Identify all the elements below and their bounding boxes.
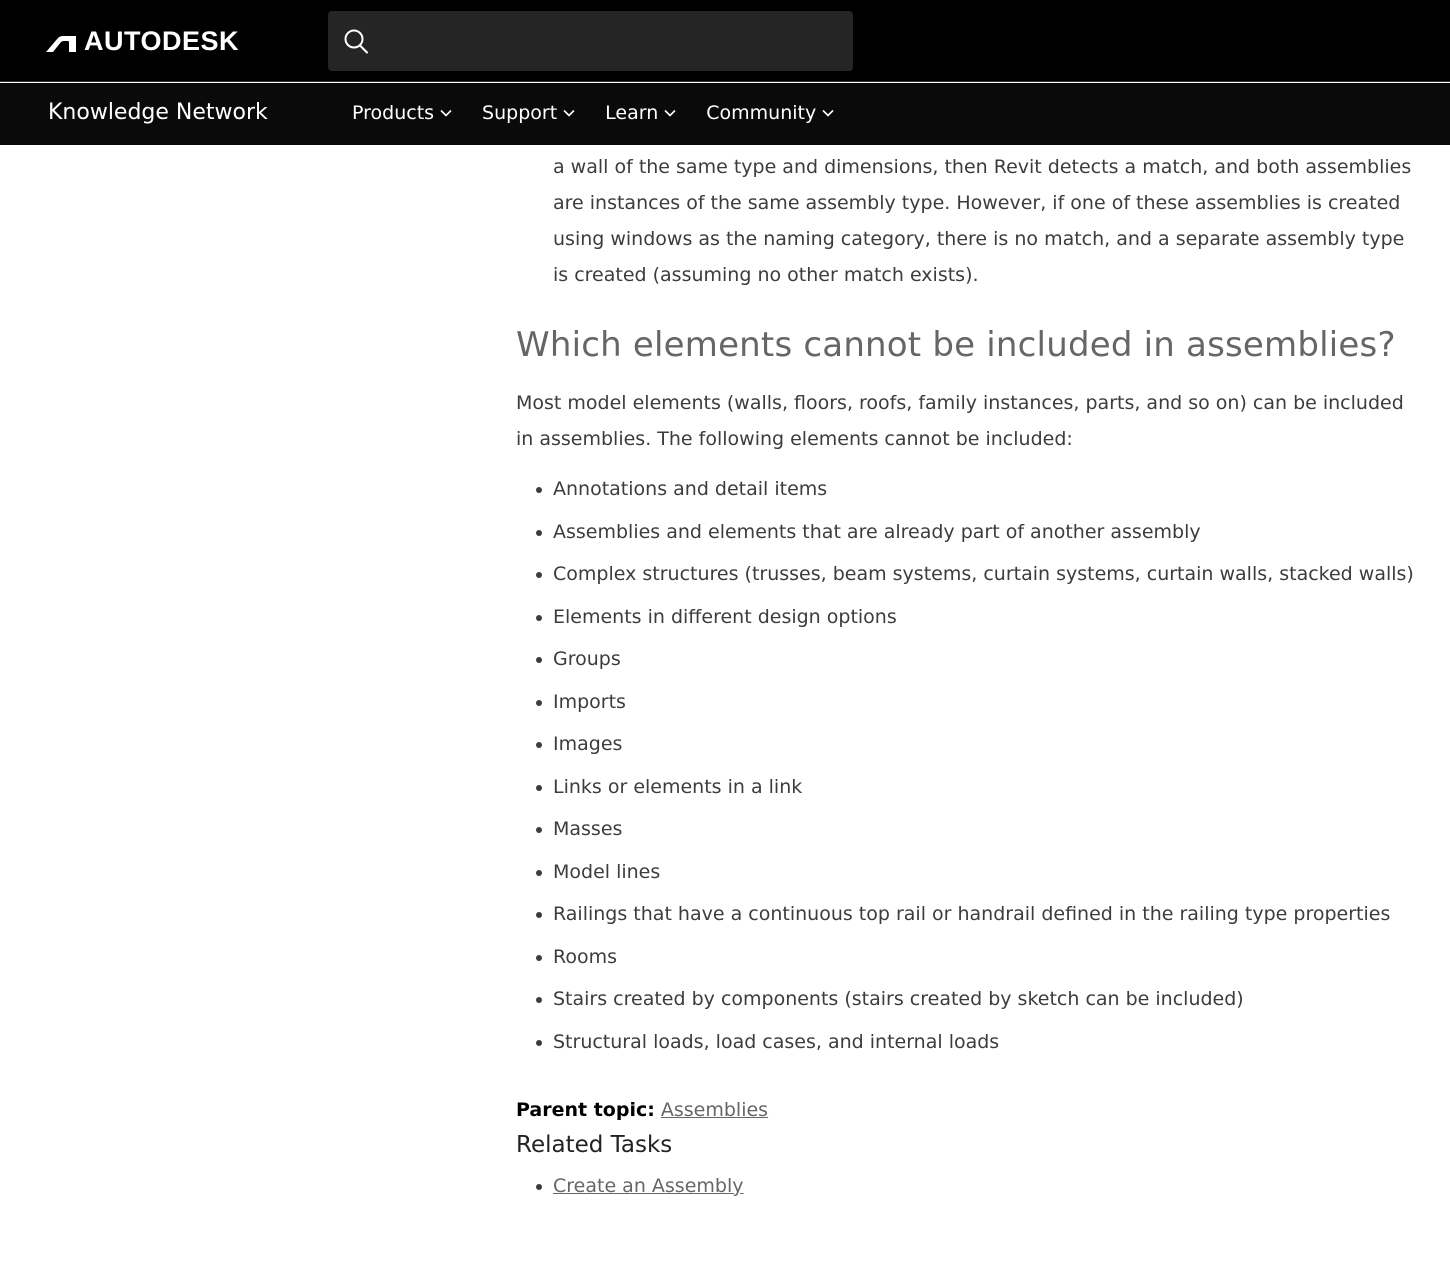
section-heading: Which elements cannot be included in assemblies? (516, 325, 1396, 365)
knowledge-network-link[interactable]: Knowledge Network (48, 100, 268, 125)
parent-topic (516, 1096, 1416, 1124)
list-item: Links or elements in a link (516, 773, 1416, 802)
list-item: Assemblies and elements that are already part of another assembly (516, 518, 1416, 547)
chevron-down-icon (563, 109, 575, 117)
list-item: Railings that have a continuous top rail or handrail defined in the railing type properties (516, 900, 1416, 929)
nav-label: Support (482, 102, 558, 124)
nav-label: Learn (605, 102, 659, 124)
article-content (516, 145, 1416, 1201)
search-box[interactable] (328, 11, 853, 71)
search-icon[interactable] (342, 27, 370, 55)
list-item: Rooms (516, 943, 1416, 972)
nav-label: Products (352, 102, 435, 124)
parent-topic-label: Parent topic: (516, 1098, 655, 1121)
list-item: Elements in different design options (516, 603, 1416, 632)
list-item: Structural loads, load cases, and internal loads (516, 1028, 1416, 1057)
list-item: Annotations and detail items (516, 475, 1416, 504)
nav-community[interactable] (706, 102, 834, 124)
list-item: Images (516, 730, 1416, 759)
chevron-down-icon (664, 109, 676, 117)
chevron-down-icon (440, 109, 452, 117)
main-nav (0, 83, 1450, 145)
related-tasks-list (516, 1172, 1416, 1201)
list-item: Stairs created by components (stairs created by sketch can be included) (516, 985, 1416, 1014)
search-input[interactable] (382, 21, 842, 61)
intro-paragraph: Most model elements (walls, floors, roofs, family instances, parts, and so on) can be included in assemblies. The following elements cannot be included: (516, 392, 1404, 450)
list-item: Model lines (516, 858, 1416, 887)
chevron-down-icon (822, 109, 834, 117)
continued-paragraph: a wall of the same type and dimensions, then Revit detects a match, and both assemblies are instances of the same assembly type. However, if one of these assemblies is created using windows as the naming category, there is no match, and a separate assembly type is created (assuming no other match exists). (553, 156, 1412, 286)
list-item: Masses (516, 815, 1416, 844)
list-item (516, 1172, 1416, 1201)
autodesk-logo[interactable] (46, 27, 239, 55)
logo-text: AUTODESK (84, 26, 240, 56)
top-header (0, 0, 1450, 82)
related-tasks-heading: Related Tasks (516, 1131, 673, 1158)
nav-support[interactable] (482, 102, 575, 124)
nav-learn[interactable] (605, 102, 676, 124)
related-task-link[interactable]: Create an Assembly (553, 1174, 744, 1197)
autodesk-logo-icon (46, 30, 76, 52)
parent-topic-link[interactable]: Assemblies (660, 1098, 769, 1121)
list-item: Imports (516, 688, 1416, 717)
list-item: Complex structures (trusses, beam systems, curtain systems, curtain walls, stacked walls) (516, 560, 1416, 589)
nav-menu (352, 102, 864, 124)
list-item: Groups (516, 645, 1416, 674)
nav-products[interactable] (352, 102, 452, 124)
excluded-elements-list (516, 475, 1416, 1057)
nav-label: Community (706, 102, 817, 124)
